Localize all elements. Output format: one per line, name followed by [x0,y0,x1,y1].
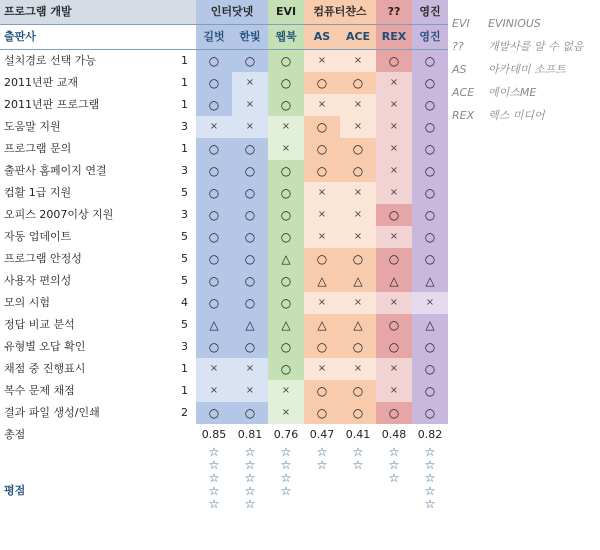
feature-mark: △ [340,314,376,336]
feature-mark: ○ [196,50,232,73]
feature-mark: × [232,358,268,380]
star-icon: ☆ [280,471,292,485]
feature-mark: ○ [232,402,268,424]
feature-row [0,402,448,424]
feature-mark: ○ [412,358,448,380]
star-icon: ☆ [424,484,436,498]
feature-row [0,270,448,292]
rating-row [0,446,448,536]
feature-label: 출판사 홈페이지 연결 [4,164,107,177]
feature-mark: × [196,380,232,402]
feature-mark: × [304,226,340,248]
feature-weight: 2 [181,406,188,419]
feature-mark: ○ [232,138,268,160]
category-header: 영진 [412,0,448,25]
feature-row [0,358,448,380]
star-icon: ☆ [352,458,364,472]
publisher-row [0,25,448,50]
feature-row [0,248,448,270]
feature-mark: × [340,116,376,138]
feature-mark: ○ [304,380,340,402]
feature-mark: ○ [268,94,304,116]
feature-label: 채점 중 진행표시 [4,362,86,375]
feature-weight: 5 [181,186,188,199]
score-value: 0.41 [345,428,371,441]
feature-mark: ○ [268,160,304,182]
feature-mark: ○ [376,204,412,226]
feature-mark: ○ [376,402,412,424]
feature-mark: ○ [196,94,232,116]
feature-mark: ○ [232,292,268,314]
feature-mark: × [412,292,448,314]
feature-mark: × [196,116,232,138]
feature-mark: ○ [340,380,376,402]
feature-row [0,138,448,160]
rating-stars [196,446,232,536]
feature-weight: 1 [181,362,188,375]
feature-mark: △ [304,314,340,336]
feature-mark: △ [232,314,268,336]
feature-mark: × [376,358,412,380]
score-value: 0.48 [381,428,407,441]
category-header: 인터닷넷 [196,0,268,25]
score-value: 0.85 [201,428,227,441]
feature-mark: ○ [340,138,376,160]
feature-mark: × [376,380,412,402]
feature-mark: × [268,138,304,160]
feature-weight: 3 [181,120,188,133]
feature-mark: ○ [340,72,376,94]
feature-weight: 3 [181,340,188,353]
score-value: 0.76 [273,428,299,441]
star-icon: ☆ [280,484,292,498]
feature-mark: ○ [412,94,448,116]
publisher-name: 한빛 [232,25,268,50]
feature-mark: × [376,94,412,116]
star-icon: ☆ [208,471,220,485]
feature-mark: × [304,204,340,226]
feature-label: 자동 업데이트 [4,230,72,243]
feature-mark: ○ [196,270,232,292]
publisher-name: 웹북 [268,25,304,50]
star-icon: ☆ [316,446,328,459]
feature-mark: ○ [376,314,412,336]
feature-mark: ○ [196,138,232,160]
feature-row [0,314,448,336]
feature-mark: ○ [412,116,448,138]
legend-item [452,104,584,127]
feature-mark: ○ [304,138,340,160]
feature-label: 컴활 1급 지원 [4,186,72,199]
legend-abbr: EVI [452,17,470,30]
feature-mark: × [268,380,304,402]
feature-mark: ○ [268,204,304,226]
score-value: 0.81 [237,428,263,441]
feature-mark: × [376,138,412,160]
feature-row [0,72,448,94]
feature-mark: ○ [412,380,448,402]
feature-mark: ○ [232,336,268,358]
feature-row [0,336,448,358]
star-icon: ☆ [388,471,400,485]
feature-mark: ○ [268,226,304,248]
star-icon: ☆ [208,497,220,511]
rating-stars [376,446,412,536]
star-icon: ☆ [280,446,292,459]
feature-mark: ○ [268,358,304,380]
feature-mark: ○ [412,336,448,358]
feature-mark: ○ [412,138,448,160]
legend-text: 아카데미 소프트 [488,63,566,76]
category-header: ?? [376,0,412,25]
feature-mark: ○ [232,50,268,73]
legend-text: 렉스 미디어 [488,109,545,122]
feature-mark: × [304,292,340,314]
legend-text: 에이스ME [488,86,537,99]
feature-row [0,380,448,402]
legend-item [452,12,584,35]
feature-mark: ○ [196,402,232,424]
star-icon: ☆ [424,446,436,459]
feature-mark: ○ [196,72,232,94]
feature-weight: 5 [181,318,188,331]
feature-label: 2011년판 교재 [4,76,78,89]
feature-mark: × [376,116,412,138]
star-icon: ☆ [244,497,256,511]
feature-mark: × [304,50,340,73]
legend-item [452,81,584,104]
feature-weight: 1 [181,98,188,111]
feature-row [0,292,448,314]
feature-mark: ○ [340,248,376,270]
feature-mark: × [304,94,340,116]
feature-row [0,204,448,226]
feature-label: 도움말 지원 [4,120,61,133]
rating-label: 평점 [4,484,26,497]
feature-mark: ○ [196,292,232,314]
legend [452,12,584,127]
feature-mark: × [340,358,376,380]
feature-mark: ○ [412,72,448,94]
feature-mark: ○ [304,248,340,270]
feature-mark: ○ [232,226,268,248]
star-icon: ☆ [424,471,436,485]
feature-mark: × [268,116,304,138]
feature-weight: 3 [181,208,188,221]
feature-weight: 3 [181,164,188,177]
star-icon: ☆ [316,458,328,472]
feature-mark: × [232,380,268,402]
feature-label: 복수 문제 채점 [4,384,75,397]
feature-mark: ○ [196,248,232,270]
feature-weight: 1 [181,76,188,89]
feature-mark: × [340,182,376,204]
feature-mark: × [376,292,412,314]
publisher-label: 출판사 [0,25,196,50]
publisher-name: 영진 [412,25,448,50]
feature-mark: △ [376,270,412,292]
rating-stars [412,446,448,536]
feature-mark: ○ [268,336,304,358]
feature-mark: ○ [268,182,304,204]
feature-mark: ○ [376,50,412,73]
publisher-name: REX [376,25,412,50]
feature-mark: ○ [412,226,448,248]
publisher-name: AS [304,25,340,50]
feature-mark: × [340,204,376,226]
feature-row [0,160,448,182]
score-label: 총점 [4,428,26,441]
feature-weight: 5 [181,230,188,243]
rating-stars [340,446,376,536]
header-row [0,0,448,25]
feature-mark: ○ [196,182,232,204]
category-header: 컴퓨터챤스 [304,0,376,25]
feature-mark: ○ [376,336,412,358]
feature-label: 유형별 오답 확인 [4,340,86,353]
feature-mark: △ [268,314,304,336]
feature-mark: ○ [340,160,376,182]
feature-mark: × [232,72,268,94]
feature-label: 정답 비교 분석 [4,318,75,331]
feature-label: 결과 파일 생성/인쇄 [4,406,100,419]
feature-label: 설치경로 선택 가능 [4,54,97,67]
feature-row [0,116,448,138]
feature-mark: ○ [304,336,340,358]
score-value: 0.47 [309,428,335,441]
feature-mark: ○ [268,72,304,94]
feature-label: 2011년판 프로그램 [4,98,100,111]
feature-mark: × [268,402,304,424]
feature-mark: × [340,226,376,248]
legend-abbr: REX [452,109,475,122]
feature-label: 프로그램 안정성 [4,252,82,265]
star-icon: ☆ [388,446,400,459]
star-icon: ☆ [352,446,364,459]
feature-mark: ○ [268,270,304,292]
feature-mark: ○ [196,336,232,358]
feature-mark: △ [196,314,232,336]
feature-mark: ○ [232,160,268,182]
feature-mark: ○ [304,402,340,424]
feature-mark: × [376,182,412,204]
feature-mark: ○ [232,204,268,226]
feature-mark: × [304,182,340,204]
feature-weight: 5 [181,252,188,265]
feature-mark: ○ [412,160,448,182]
feature-label: 사용자 편의성 [4,274,72,287]
feature-mark: ○ [268,292,304,314]
rating-stars [232,446,268,536]
legend-abbr: AS [452,63,467,76]
feature-mark: ○ [232,182,268,204]
legend-abbr: ACE [452,86,475,99]
page-title: 프로그램 개발 [0,0,196,25]
feature-mark: △ [412,270,448,292]
legend-text: EVINIOUS [488,17,541,30]
feature-mark: ○ [196,226,232,248]
legend-abbr: ?? [452,40,464,53]
legend-item [452,58,584,81]
feature-mark: ○ [412,248,448,270]
star-icon: ☆ [244,471,256,485]
star-icon: ☆ [388,458,400,472]
feature-mark: ○ [304,116,340,138]
feature-mark: × [376,226,412,248]
feature-mark: × [376,72,412,94]
feature-mark: × [340,94,376,116]
star-icon: ☆ [208,446,220,459]
feature-row [0,94,448,116]
feature-row [0,50,448,73]
feature-label: 모의 시험 [4,296,51,309]
feature-mark: ○ [304,160,340,182]
feature-weight: 1 [181,384,188,397]
feature-mark: × [376,160,412,182]
feature-mark: △ [340,270,376,292]
feature-weight: 1 [181,142,188,155]
star-icon: ☆ [424,458,436,472]
feature-mark: ○ [304,72,340,94]
feature-mark: ○ [412,204,448,226]
feature-mark: ○ [232,270,268,292]
score-value: 0.82 [417,428,443,441]
feature-mark: ○ [196,204,232,226]
feature-mark: ○ [340,402,376,424]
feature-mark: ○ [412,402,448,424]
score-row [0,424,448,446]
feature-mark: ○ [412,50,448,73]
feature-mark: ○ [196,160,232,182]
feature-mark: × [196,358,232,380]
feature-mark: × [304,358,340,380]
feature-mark: ○ [376,248,412,270]
feature-mark: × [232,94,268,116]
feature-row [0,182,448,204]
publisher-name: 길벗 [196,25,232,50]
star-icon: ☆ [424,497,436,511]
rating-stars [268,446,304,536]
feature-mark: ○ [232,248,268,270]
feature-mark: ○ [340,336,376,358]
feature-weight: 5 [181,274,188,287]
rating-stars [304,446,340,536]
star-icon: ☆ [208,484,220,498]
category-header: EVI [268,0,304,25]
star-icon: ☆ [244,446,256,459]
star-icon: ☆ [244,458,256,472]
feature-weight: 1 [181,54,188,67]
feature-mark: × [232,116,268,138]
star-icon: ☆ [208,458,220,472]
feature-mark: × [340,292,376,314]
feature-label: 프로그램 문의 [4,142,72,155]
feature-mark: △ [412,314,448,336]
feature-mark: △ [268,248,304,270]
feature-mark: △ [304,270,340,292]
feature-mark: ○ [268,50,304,73]
publisher-name: ACE [340,25,376,50]
feature-mark: ○ [412,182,448,204]
legend-item [452,35,584,58]
star-icon: ☆ [280,458,292,472]
feature-weight: 4 [181,296,188,309]
feature-label: 오피스 2007이상 지원 [4,208,114,221]
star-icon: ☆ [244,484,256,498]
feature-mark: × [340,50,376,73]
feature-row [0,226,448,248]
legend-text: 개발사를 알 수 없음 [488,40,584,53]
